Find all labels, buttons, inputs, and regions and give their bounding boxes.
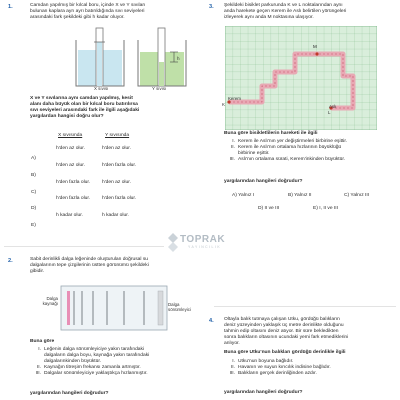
question-3-question: Buna göre bisikletlilerin hareketi ile ilgili bbox=[224, 131, 318, 136]
q2-statement-2: II. Kaynağın titreşim frekansı zamanla artmıştır. bbox=[36, 365, 141, 371]
question-1-number: 1. bbox=[8, 4, 13, 10]
q3-option-a[interactable]: A) Yalnız I bbox=[232, 193, 255, 198]
wave-source-bar bbox=[67, 291, 70, 325]
q4-statement-1: I. Utku'nun boyuna bağlıdır. bbox=[232, 359, 294, 364]
watermark-sub: YAYINCILIK bbox=[188, 245, 222, 249]
question-1-text: Camdan yapılmış bir kılcal boru, içinde X ve Y sıvıları bulunan kaplara ayrı ayrı batırıldığında sıvı seviyeleri arasındaki fark şekildeki gibi h kadar oluyor. bbox=[30, 3, 146, 21]
question-3-text: Şekildeki bisiklet parkurunda K ve L noktalarından aynı anda harekete geçen Kerem ile Aslı belirtilen yörüngeleri izleyerek aynı anda M noktasına ulaşıyor. bbox=[224, 3, 347, 21]
question-2-question-2: yargılarından hangileri doğrudur? bbox=[30, 391, 109, 396]
wave-absorber bbox=[158, 291, 163, 325]
question-2-number: 2. bbox=[8, 258, 13, 264]
column-header-y: Y sıvısında bbox=[105, 133, 130, 138]
option-d[interactable]: D) h'den fazla olur. h'den fazla olur. bbox=[31, 196, 137, 211]
question-4-question-2: yargılarından hangileri doğrudur? bbox=[224, 390, 303, 395]
label-y-liquid: Y sıvısı bbox=[152, 86, 167, 91]
q2-statement-1: I. Leğenin dalga sönümleyiciye yakın tarafındaki dalgaların dalga boyu, kaynağa yakın tarafındaki dalgalarınkinden büyüktür. bbox=[38, 347, 150, 365]
label-m: M bbox=[313, 44, 317, 49]
logo-icon bbox=[166, 232, 180, 254]
beaker-x bbox=[76, 28, 124, 86]
question-2-text: Sabit derinlikli dalga leğeninde oluşturulan doğrusal su dalgalarının tepe çizgilerinin üstten görünümü şekildeki gibidir. bbox=[30, 257, 149, 275]
q3-option-c[interactable]: C) Yalnız III bbox=[344, 193, 370, 198]
question-3-number: 3. bbox=[209, 4, 214, 10]
question-4-statements bbox=[224, 359, 396, 377]
label-h: h bbox=[177, 56, 180, 61]
label-wave-source: Dalga kaynağı bbox=[42, 296, 58, 306]
label-asli: Aslı bbox=[329, 104, 337, 109]
question-1-question: X ve Y sıvılarına aynı camdan yapılmış, kesit alanı daha büyük olan bir kılcal boru batırılırsa sıvı seviyeleri arasındaki fark ile ilgili aşağıdaki yargılardan hangisi doğru olur? bbox=[30, 96, 140, 120]
statement-3: III. Aslı'nın ortalama sürati, Kerem'inkinden büyüktür. bbox=[229, 157, 346, 163]
question-2-question: Buna göre bbox=[30, 339, 55, 344]
q4-statement-2: II. Havanın ve suyun kırıcılık indisine bağlıdır. bbox=[230, 365, 331, 371]
point-m bbox=[315, 52, 318, 55]
separator-right bbox=[214, 306, 396, 307]
q2-statement-3: III. Dalgalar sönümleyiciye yaklaştıkça hızlanmıştır. bbox=[35, 371, 148, 377]
capillary-beakers-figure bbox=[74, 26, 194, 88]
bicycle-track-grid bbox=[225, 26, 377, 130]
watermark-main: TOPRAK bbox=[180, 234, 226, 245]
column-header-x: X sıvısında bbox=[58, 133, 83, 138]
separator-left bbox=[4, 246, 164, 247]
wave-tank-figure bbox=[60, 285, 168, 331]
q3-option-d[interactable]: D) II ve III bbox=[258, 206, 280, 211]
q4-statement-3: III. Balıkların gerçek derinliğinden azdır. bbox=[229, 371, 317, 377]
label-x-liquid: X sıvısı bbox=[94, 86, 109, 91]
q3-option-e[interactable]: E) I, II ve III bbox=[313, 206, 339, 211]
question-2-statements bbox=[30, 347, 200, 377]
question-3-question-2: yargılarından hangileri doğrudur? bbox=[224, 179, 303, 184]
question-4-text: Oltayla balık tutmaya çalışan Utku, gördüğü balıkların deniz yüzeyinden yaklaşık üç metre derinlikte olduğunu tahmin edip oltasını deniz atıyor. Bir süre bekledikten sonra balıkların oltasının ucundaki yemi fark etmediklerini anlıyor. bbox=[224, 317, 349, 347]
option-e[interactable]: E) h kadar olur. h kadar olur. bbox=[31, 213, 129, 228]
option-b[interactable]: B) h'den az olur. h'den fazla olur. bbox=[31, 163, 137, 178]
q3-option-b[interactable]: B) Yalnız II bbox=[288, 193, 312, 198]
statement-2: II. Kerem ile Aslı'nın ortalama hızlarının büyüklüğü birbirine eşittir. bbox=[230, 145, 342, 157]
option-c[interactable]: C) h'den fazla olur. h'den az olur. bbox=[31, 180, 131, 195]
question-3-statements bbox=[224, 139, 396, 163]
option-a[interactable]: A) h'den az olur. h'den az olur. bbox=[31, 146, 131, 161]
label-wave-absorber: Dalga sönümleyici bbox=[168, 302, 191, 312]
statement-1: I. Kerem ile Aslı'nın yer değiştirmeleri birbirine eşittir. bbox=[232, 139, 348, 144]
label-k: K bbox=[222, 102, 225, 107]
question-4-number: 4. bbox=[209, 318, 214, 324]
label-l: L bbox=[328, 110, 331, 115]
question-4-question: Buna göre Utku'nun balıkları gördüğü derinlikle ilgili bbox=[224, 350, 346, 355]
label-kerem: Kerem bbox=[228, 96, 241, 101]
